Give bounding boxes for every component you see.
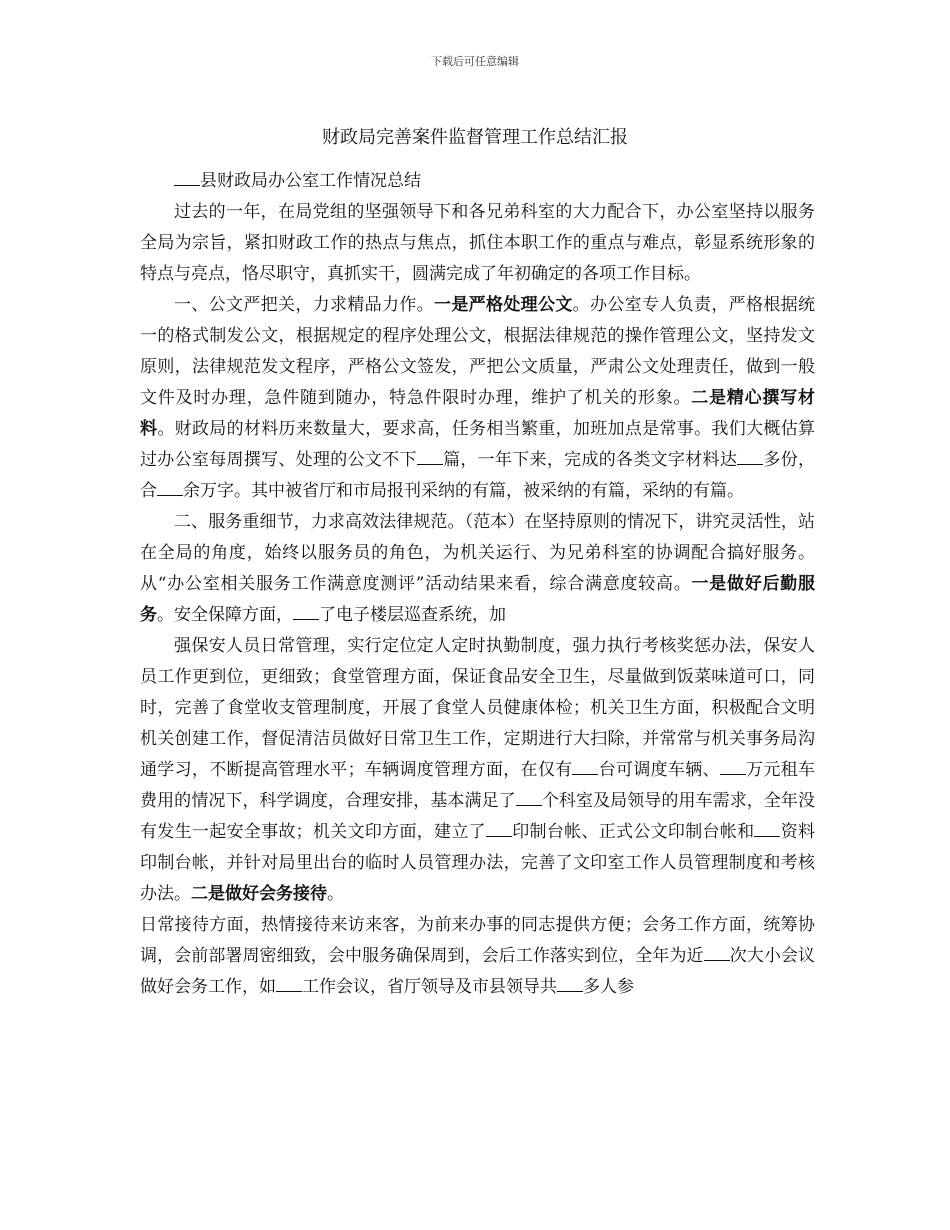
blank-field <box>557 976 583 992</box>
bold-heading: 二是做好会务接待 <box>191 884 327 904</box>
text-run: 日常接待方面，热情接待来访来客，为前来办事的同志提供方便；会务工作方面，统筹协调，会前部署周密细致，会中服务确保周到，会后工作落实到位，全年为近 <box>140 915 815 966</box>
document-body <box>140 166 815 1003</box>
blank-field <box>720 759 746 775</box>
blank-field <box>417 449 443 465</box>
page-header-note: 下载后可任意编辑 <box>431 55 519 68</box>
blank-field <box>293 604 319 620</box>
text-run: 多人参 <box>583 977 634 997</box>
text-run: 多份，合 <box>140 450 816 501</box>
text-run: 万元租车费用的情况下，科学调度，合理安排，基本满足了 <box>140 760 816 811</box>
text-run: 强保安人员日常管理，实行定位定人定时执勤制度，强力执行考核奖惩办法，保安人员工作更到位，更细致；食堂管理方面，保证食品安全卫生，尽量做到饭菜味道可口，同时，完善了食堂收支管理制度，开展了食堂人员健康体检；机关卫生方面，积极配合文明机关创建工作，督促清洁员做好日常卫生工作，定期进行大扫除，并常常与机关事务局沟通学习，不断提高管理水平；车辆调度管理方面，在仅有 <box>140 636 815 780</box>
document-title: 财政局完善案件监督管理工作总结汇报 <box>322 127 628 148</box>
bold-heading: 一是严格处理公文 <box>434 295 573 315</box>
text-run: 。财政局的材料历来数量大，要求高，任务相当繁重，加班加点是常事。我们大概估算过办公室每周撰写、处理的公文不下 <box>140 419 816 470</box>
blank-field <box>704 945 730 961</box>
text-run: 台可调度车辆、 <box>598 760 720 780</box>
blank-field <box>174 170 200 186</box>
paragraph-service <box>140 507 815 631</box>
blank-field <box>572 759 598 775</box>
text-run: 次大小会议做好会务工作，如 <box>140 946 816 997</box>
subtitle: 县财政局办公室工作情况总结 <box>200 171 421 191</box>
bold-heading: 一是做好后勤服务 <box>140 574 816 625</box>
paragraph-documents <box>140 290 815 507</box>
text-run: 余万字。其中被省厅和市局报刊采纳的有篇，被采纳的有篇，采纳的有篇。 <box>183 481 744 501</box>
paragraph-intro: 过去的一年，在局党组的坚强领导下和各兄弟科室的大力配合下，办公室坚持以服务全局为宗旨，紧扣财政工作的热点与焦点，抓住本职工作的重点与难点，彰显系统形象的特点与亮点，恪尽职守，真抓实干，圆满完成了年初确定的各项工作目标。 <box>140 202 815 284</box>
blank-field <box>486 821 512 837</box>
text-run: 个科室及局领导的用车需求，全年没有发生一起安全事故；机关文印方面，建立了 <box>140 791 816 842</box>
text-run: 一、公文严把关，力求精品力作。 <box>174 295 434 315</box>
blank-field <box>737 449 763 465</box>
paragraph-reception <box>140 910 815 1003</box>
text-run: 篇，一年下来，完成的各类文字材料达 <box>442 450 738 470</box>
bold-heading: 二是精心撰写材料 <box>140 388 815 439</box>
blank-field <box>516 790 542 806</box>
text-run: 。办公室专人负责，严格根据统一的格式制发公文，根据规定的程序处理公文，根据法律规范的操作管理公文，坚持发文原则，法律规范发文程序，严格公文签发，严把公文质量，严肃公文处理责任，做到一般文件及时办理，急件随到随办，特急件限时办理，维护了机关的形象。 <box>140 295 816 408</box>
text-run: 。安全保障方面， <box>157 605 293 625</box>
subtitle-paragraph <box>140 166 815 197</box>
blank-field <box>276 976 302 992</box>
text-run: 资料印制台帐，并针对局里出台的临时人员管理办法，完善了文印室工作人员管理制度和考核办法。 <box>140 822 816 904</box>
paragraph-logistics <box>140 631 815 910</box>
blank-field <box>157 480 183 496</box>
text-run: 二、服务重细节，力求高效法律规范。（范本）在坚持原则的情况下，讲究灵活性，站在全局的角度，始终以服务员的角色，为机关运行、为兄弟科室的协调配合搞好服务。从“办公室相关服务工作满意度测评”活动结果来看，综合满意度较高。 <box>140 512 815 594</box>
text-run: 。 <box>327 884 344 904</box>
text-run: 工作会议，省厅领导及市县领导共 <box>302 977 557 997</box>
text-run: 印制台帐、正式公文印制台帐和 <box>511 822 755 842</box>
blank-field <box>754 821 780 837</box>
text-run: 了电子楼层巡查系统，加 <box>319 605 506 625</box>
